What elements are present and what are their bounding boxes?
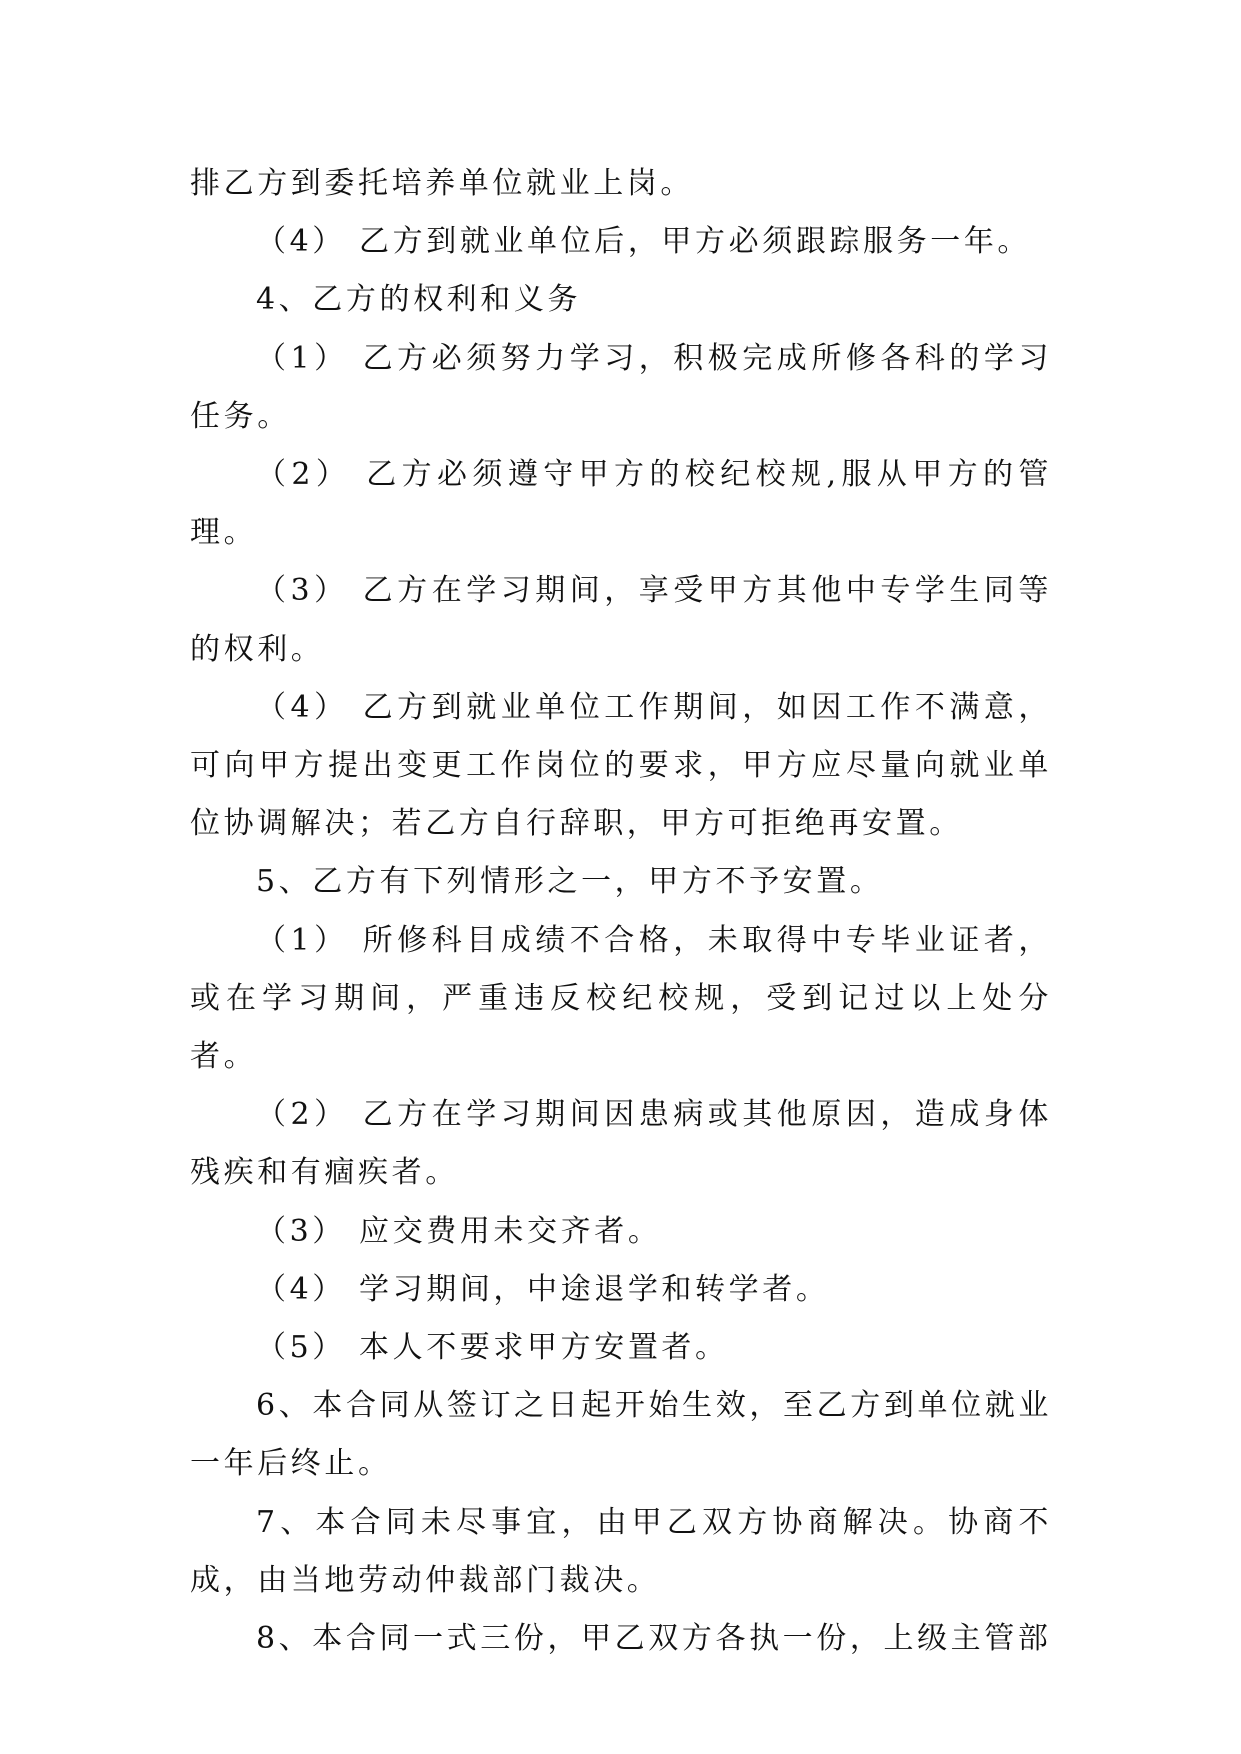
paragraph-item: （2） 乙方在学习期间因患病或其他原因，造成身体残疾和有痼疾者。 (190, 1097, 1052, 1191)
document-body (190, 155, 1052, 1668)
paragraph-item: （1） 所修科目成绩不合格，未取得中专毕业证者，或在学习期间，严重违反校纪校规，受到记过以上处分者。 (190, 922, 1052, 1075)
section-heading: 4、乙方的权利和义务 (256, 282, 582, 318)
paragraph-item: （4） 学习期间，中途退学和转学者。 (256, 1271, 830, 1307)
paragraph-item: （4） 乙方到就业单位后，甲方必须跟踪服务一年。 (256, 224, 1032, 260)
clause-paragraph: 7、本合同未尽事宜，由甲乙双方协商解决。协商不成，由当地劳动仲裁部门裁决。 (190, 1504, 1052, 1598)
paragraph-item: （1） 乙方必须努力学习，积极完成所修各科的学习任务。 (190, 340, 1052, 434)
paragraph-continuation: 排乙方到委托培养单位就业上岗。 (190, 166, 694, 201)
clause-paragraph: 6、本合同从签订之日起开始生效，至乙方到单位就业一年后终止。 (190, 1388, 1052, 1482)
paragraph-item: （4） 乙方到就业单位工作期间，如因工作不满意，可向甲方提出变更工作岗位的要求，甲方应尽量向就业单位协调解决；若乙方自行辞职，甲方可拒绝再安置。 (190, 689, 1052, 842)
paragraph-item: （2） 乙方必须遵守甲方的校纪校规,服从甲方的管理。 (190, 457, 1052, 551)
clause-paragraph: 8、本合同一式三份，甲乙双方各执一份，上级主管部 (256, 1621, 1052, 1657)
section-heading: 5、乙方有下列情形之一，甲方不予安置。 (256, 864, 884, 900)
paragraph-item: （3） 乙方在学习期间，享受甲方其他中专学生同等的权利。 (190, 573, 1052, 667)
paragraph-item: （3） 应交费用未交齐者。 (256, 1213, 662, 1249)
paragraph-item: （5） 本人不要求甲方安置者。 (256, 1330, 729, 1366)
